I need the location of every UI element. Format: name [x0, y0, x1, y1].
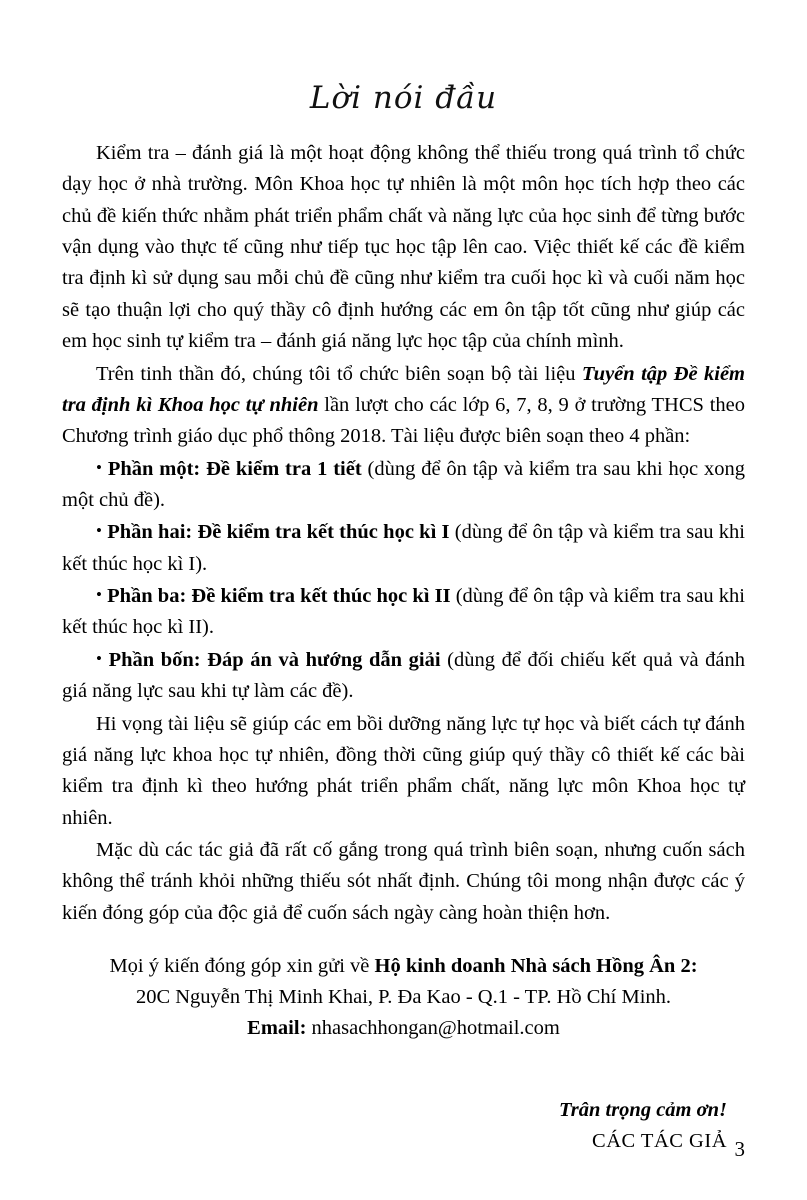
part-label-2: Phần hai: Đề kiểm tra kết thúc học kì I: [107, 521, 450, 544]
part-item-3: [62, 581, 745, 644]
paragraph-series-intro: [62, 359, 745, 453]
contact-email-value: nhasachhongan@hotmail.com: [306, 1016, 560, 1039]
contact-block: [62, 951, 745, 1043]
part-item-4: [62, 645, 745, 708]
series-title: Tuyển tập Đề kiểm tra định kì Khoa học tự nhiên: [62, 362, 745, 416]
contact-lead-text: Mọi ý kiến đóng góp xin gửi về: [109, 955, 375, 978]
contact-address: 20C Nguyễn Thị Minh Khai, P. Đa Kao - Q.1 - TP. Hồ Chí Minh.: [135, 985, 672, 1008]
part-description-1: (dùng để ôn tập và kiểm tra sau khi học xong một chủ đề).: [62, 457, 745, 511]
bullet-icon: •: [96, 457, 102, 477]
part-item-1: [62, 454, 745, 517]
part-label-3: Phần ba: Đề kiểm tra kết thúc học kì II: [107, 585, 451, 608]
part-description-2: (dùng để ôn tập và kiểm tra sau khi kết thúc học kì I).: [62, 521, 746, 575]
series-intro-before: Trên tinh thần đó, chúng tôi tổ chức biên soạn bộ tài liệu: [96, 362, 582, 385]
paragraph-hope: Hi vọng tài liệu sẽ giúp các em bồi dưỡng năng lực tự học và biết cách tự đánh giá năng lực khoa học tự nhiên, đồng thời cũng giúp quý thầy cô thiết kế các bài kiểm tra định kì theo hướng phát triển phẩm chất, năng lực môn Khoa học tự nhiên.: [62, 712, 745, 829]
contact-business-name: Hộ kinh doanh Nhà sách Hồng Ân 2:: [374, 955, 698, 978]
signoff-thanks: Trân trọng cảm ơn!: [558, 1099, 727, 1122]
part-item-2: [62, 517, 745, 580]
signoff-authors: CÁC TÁC GIẢ: [592, 1130, 727, 1153]
page-number: 3: [734, 1137, 745, 1161]
bullet-icon: •: [96, 585, 102, 605]
contact-lead-line: [62, 951, 745, 982]
contact-email-label: Email:: [247, 1016, 307, 1039]
bullet-icon: •: [96, 521, 102, 541]
part-label-1: Phần một: Đề kiểm tra 1 tiết: [107, 457, 362, 480]
paragraph-apology: Mặc dù các tác giả đã rất cố gắng trong quá trình biên soạn, nhưng cuốn sách không thể tránh khỏi những thiếu sót nhất định. Chúng tôi mong nhận được các ý kiến đóng góp của độc giả để cuốn sách ngày càng hoàn thiện hơn.: [62, 839, 745, 924]
contact-email-line: [62, 1013, 745, 1044]
part-description-4: (dùng để đối chiếu kết quả và đánh giá năng lực sau khi tự làm các đề).: [62, 648, 745, 703]
part-label-4: Phần bốn: Đáp án và hướng dẫn giải: [108, 648, 441, 671]
part-description-3: (dùng để ôn tập và kiểm tra sau khi kết thúc học kì II).: [62, 585, 746, 639]
paragraph-intro: Kiểm tra – đánh giá là một hoạt động không thể thiếu trong quá trình tổ chức dạy học ở nhà trường. Môn Khoa học tự nhiên là một môn học tích hợp theo các chủ đề kiến thức nhằm phát triển phẩm chất và năng lực của học sinh để từng bước vận dụng vào thực tế cũng như tiếp tục học tập lên cao. Việc thiết kế các đề kiểm tra định kì sử dụng sau mỗi chủ đề cũng như kiểm tra cuối học kì và cuối năm học sẽ tạo thuận lợi cho quý thầy cô định hướng các em ôn tập tốt cũng như giúp các em học sinh tự kiểm tra – đánh giá năng lực học tập của chính mình.: [62, 142, 745, 353]
signoff-block: [62, 1095, 745, 1157]
page-title: Lời nói đầu: [309, 80, 498, 116]
series-intro-after: lần lượt cho các lớp 6, 7, 8, 9 ở trường THCS theo Chương trình giáo dục phổ thông 2018. Tài liệu được biên soạn theo 4 phần:: [62, 393, 745, 448]
bullet-icon: •: [96, 648, 102, 668]
document-body: [62, 138, 745, 929]
